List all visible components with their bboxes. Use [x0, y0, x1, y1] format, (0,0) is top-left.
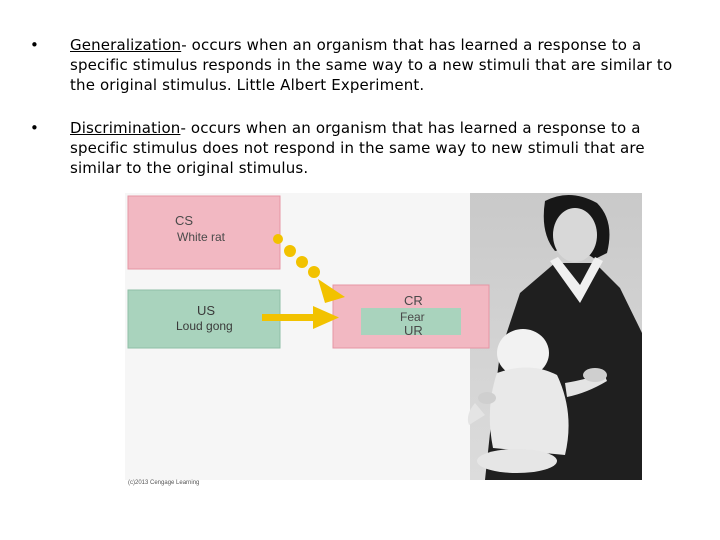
- cs-to-cr-arrow: [273, 234, 345, 303]
- generalization-definition: - occurs when an organism that has learned a response to a specific stimulus responds in the same way to a new stimuli that are similar to the original stimulus. Little Albert Experiment.: [70, 36, 673, 94]
- generalization-term: Generalization: [70, 36, 182, 54]
- little-albert-photo: [468, 193, 642, 480]
- cr-box: [333, 285, 489, 348]
- discrimination-definition: - occurs when an organism that has learned a response to a specific stimulus does not respond in the same way to new stimuli that are similar to the original stimulus.: [70, 119, 645, 177]
- generalization-text: [70, 35, 700, 95]
- cr-title: CR: [404, 293, 423, 308]
- bullet-marker: •: [30, 119, 39, 137]
- us-box: [128, 290, 280, 348]
- discrimination-term: Discrimination: [70, 119, 181, 137]
- fear-label: Fear: [400, 310, 425, 324]
- image-credit: (c)2013 Cengage Learning: [128, 480, 200, 486]
- cs-title: CS: [175, 213, 194, 228]
- little-albert-figure: [125, 193, 642, 480]
- us-title: US: [197, 303, 216, 318]
- bullet-marker: •: [30, 36, 39, 54]
- cs-label: White rat: [177, 230, 226, 244]
- discrimination-text: [70, 118, 700, 178]
- us-label: Loud gong: [176, 319, 233, 333]
- ur-title: UR: [404, 323, 423, 338]
- cs-box: [128, 196, 280, 269]
- conditioning-diagram: [125, 193, 642, 480]
